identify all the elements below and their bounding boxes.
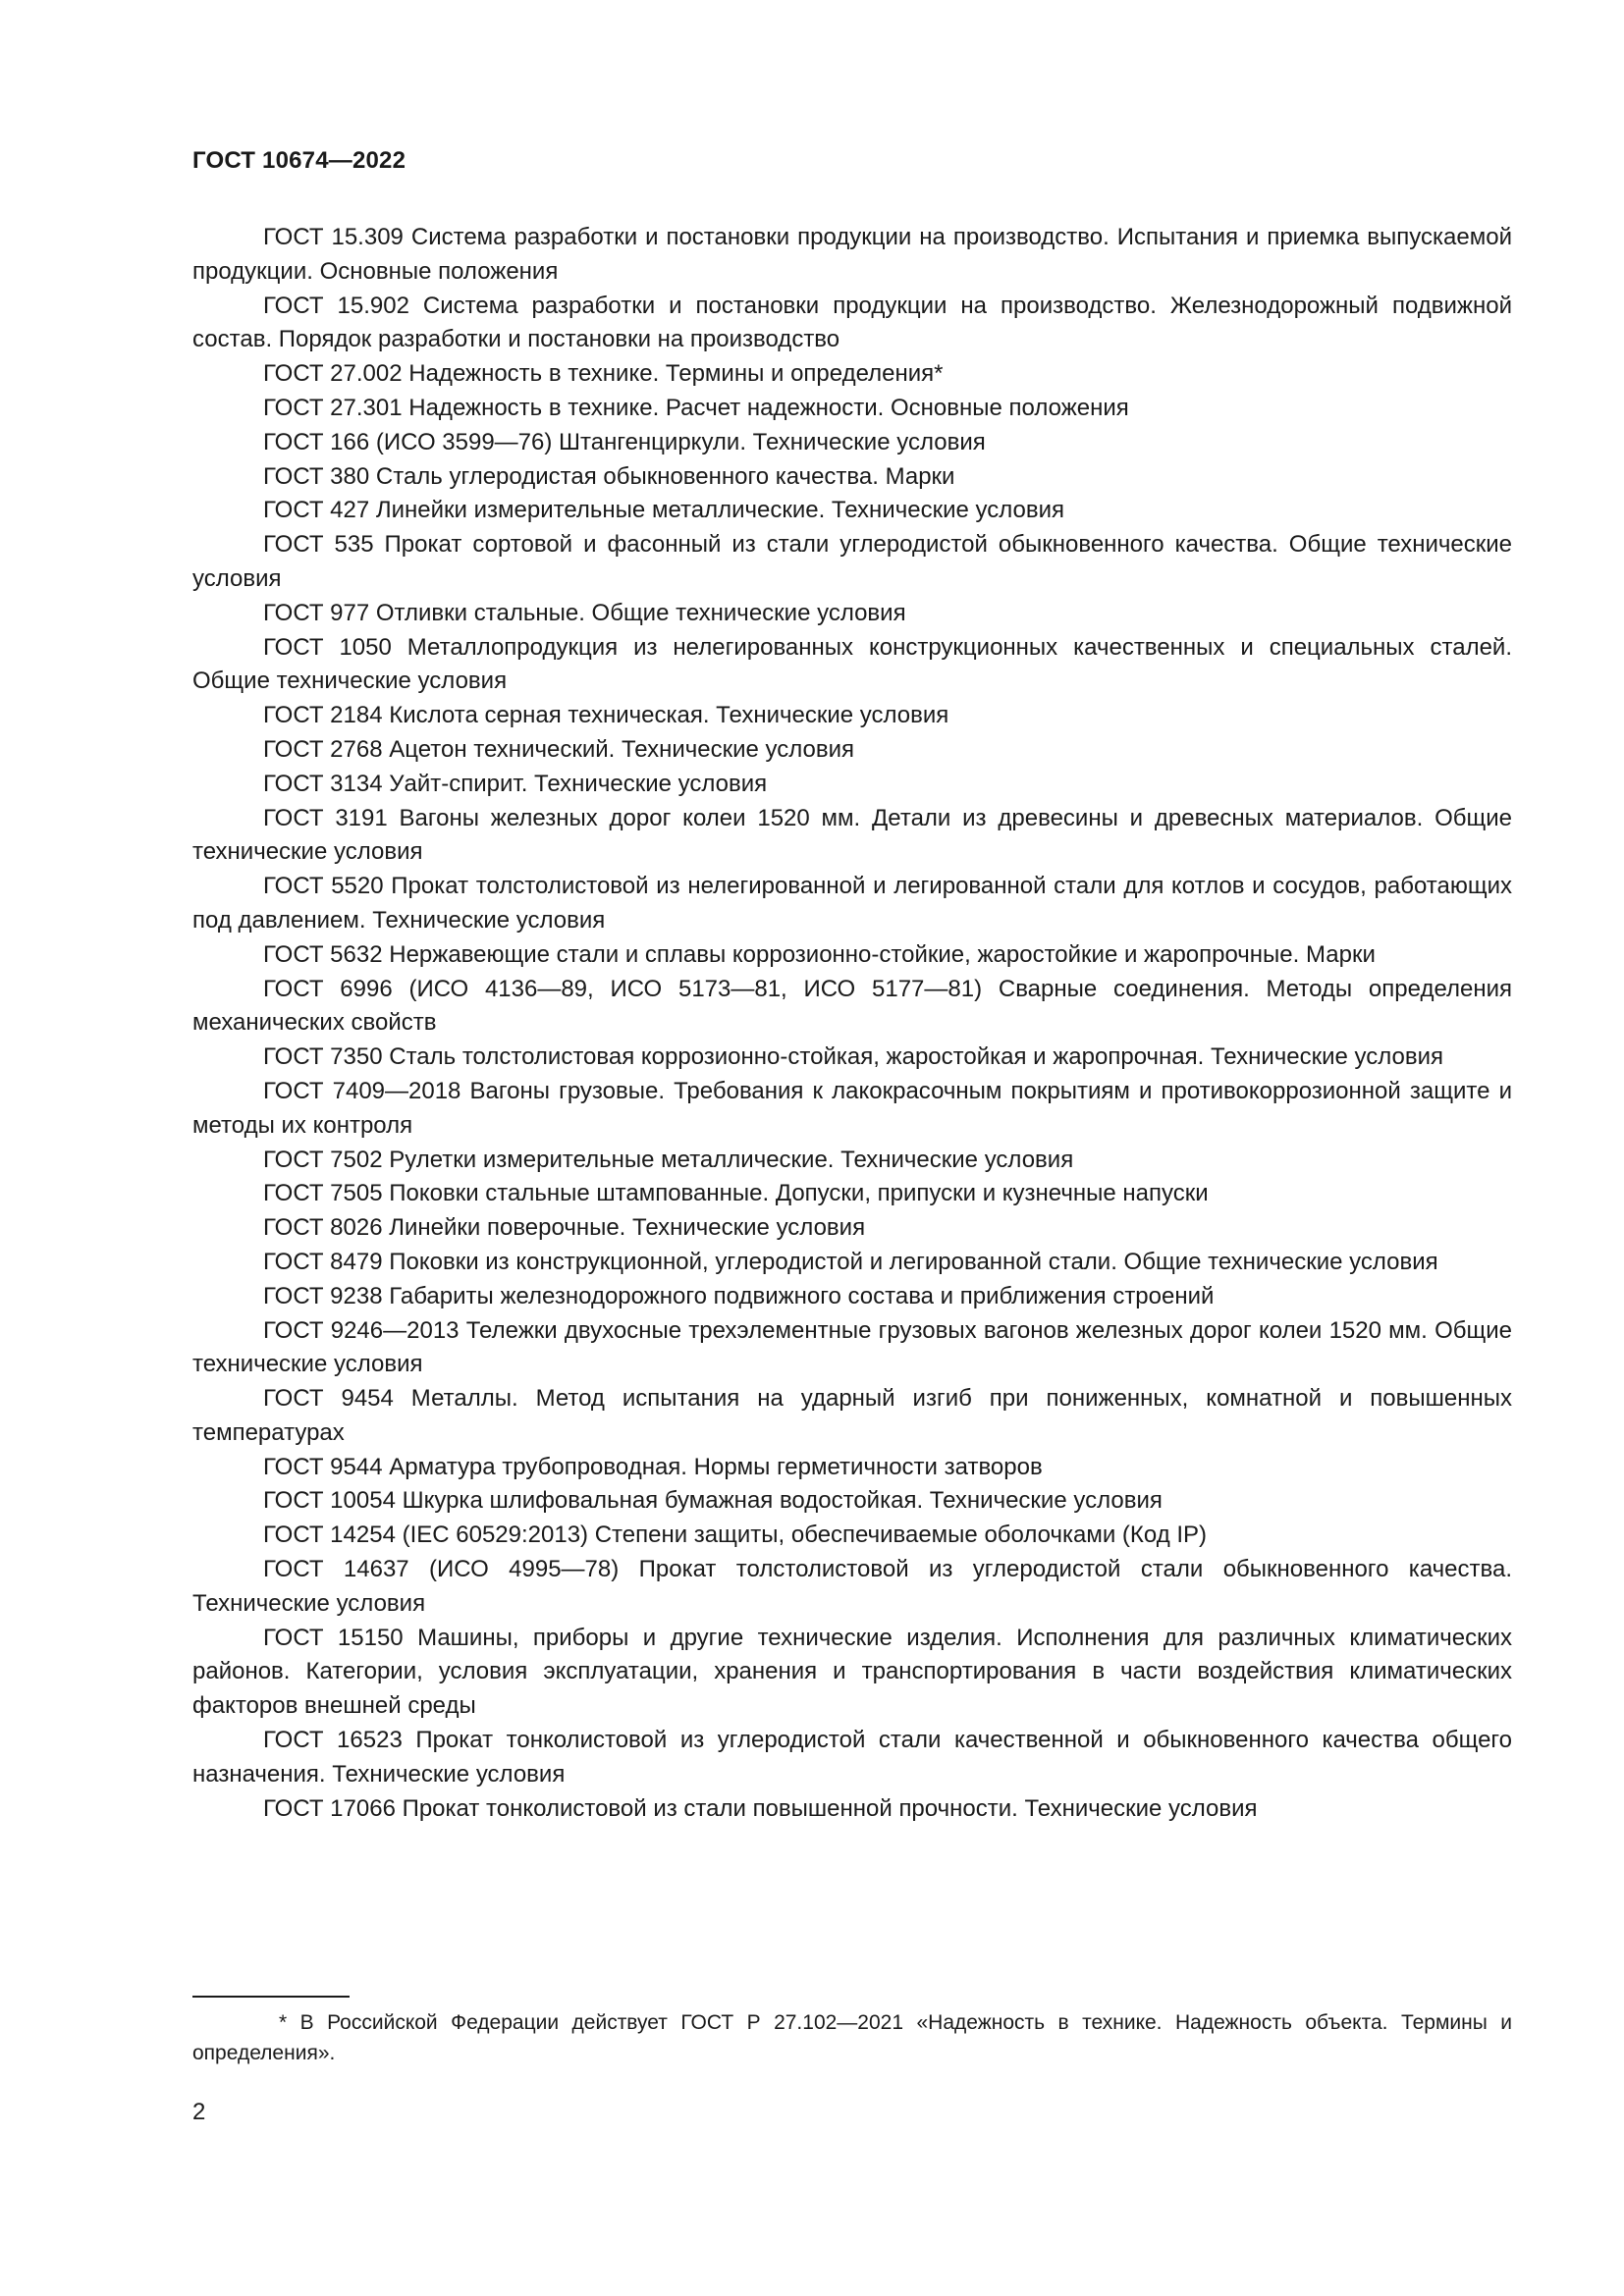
footnote: * В Российской Федерации действует ГОСТ Р 27.102—2021 «Надежность в технике. Надежность объекта. Термины и определения». bbox=[192, 2011, 1512, 2064]
reference-item: ГОСТ 2184 Кислота серная техническая. Технические условия bbox=[263, 702, 949, 729]
reference-item: ГОСТ 9246—2013 Тележки двухосные трехэлементные грузовых вагонов железных дорог колеи 1520 мм. Общие технические условия bbox=[192, 1316, 1512, 1378]
reference-item: ГОСТ 166 (ИСО 3599—76) Штангенциркули. Технические условия bbox=[263, 428, 986, 455]
reference-item: ГОСТ 14637 (ИСО 4995—78) Прокат толстолистовой из углеродистой стали обыкновенного качества. Технические условия bbox=[192, 1556, 1512, 1617]
reference-item: ГОСТ 1050 Металлопродукция из нелегированных конструкционных качественных и специальных сталей. Общие технические условия bbox=[192, 633, 1512, 695]
reference-item: ГОСТ 7505 Поковки стальные штампованные. Допуски, припуски и кузнечные напуски bbox=[263, 1180, 1209, 1207]
reference-item: ГОСТ 5632 Нержавеющие стали и сплавы коррозионно-стойкие, жаростойкие и жаропрочные. Марки bbox=[263, 940, 1376, 968]
reference-item: ГОСТ 9238 Габариты железнодорожного подвижного состава и приближения строений bbox=[263, 1282, 1215, 1309]
reference-item: ГОСТ 9544 Арматура трубопроводная. Нормы герметичности затворов bbox=[263, 1453, 1043, 1480]
reference-item: ГОСТ 7502 Рулетки измерительные металлические. Технические условия bbox=[263, 1146, 1074, 1173]
reference-item: ГОСТ 7350 Сталь толстолистовая коррозионно-стойкая, жаростойкая и жаропрочная. Технические условия bbox=[263, 1043, 1444, 1071]
reference-item: ГОСТ 15.902 Система разработки и постановки продукции на производство. Железнодорожный подвижной состав. Порядок разработки и постановки на производство bbox=[192, 292, 1512, 353]
reference-item: ГОСТ 535 Прокат сортовой и фасонный из стали углеродистой обыкновенного качества. Общие технические условия bbox=[192, 531, 1512, 592]
reference-item: ГОСТ 27.301 Надежность в технике. Расчет надежности. Основные положения bbox=[263, 394, 1129, 421]
reference-item: ГОСТ 6996 (ИСО 4136—89, ИСО 5173—81, ИСО 5177—81) Сварные соединения. Методы определения механических свойств bbox=[192, 975, 1512, 1037]
reference-item: ГОСТ 14254 (IEC 60529:2013) Степени защиты, обеспечиваемые оболочками (Код IP) bbox=[263, 1522, 1208, 1549]
reference-item: ГОСТ 10054 Шкурка шлифовальная бумажная водостойкая. Технические условия bbox=[263, 1487, 1163, 1515]
reference-item: ГОСТ 8479 Поковки из конструкционной, углеродистой и легированной стали. Общие технические условия bbox=[263, 1248, 1438, 1275]
reference-item: ГОСТ 427 Линейки измерительные металлические. Технические условия bbox=[263, 497, 1064, 524]
reference-item: ГОСТ 27.002 Надежность в технике. Термины и определения* bbox=[263, 360, 944, 388]
reference-item: ГОСТ 9454 Металлы. Метод испытания на ударный изгиб при пониженных, комнатной и повышенных температурах bbox=[192, 1385, 1512, 1446]
reference-item: ГОСТ 15150 Машины, приборы и другие технические изделия. Исполнения для различных климатических районов. Категории, условия эксплуатации, хранения и транспортирования в части воздействия климатических факторов внешней среды bbox=[192, 1624, 1512, 1720]
footnote-separator bbox=[192, 1996, 350, 1998]
reference-item: ГОСТ 16523 Прокат тонколистовой из углеродистой стали качественной и обыкновенного качества общего назначения. Технические условия bbox=[192, 1727, 1512, 1788]
reference-item: ГОСТ 3134 Уайт-спирит. Технические условия bbox=[263, 770, 768, 797]
reference-item: ГОСТ 17066 Прокат тонколистовой из стали повышенной прочности. Технические условия bbox=[263, 1794, 1258, 1822]
reference-item: ГОСТ 5520 Прокат толстолистовой из нелегированной и легированной стали для котлов и сосудов, работающих под давлением. Технические условия bbox=[192, 873, 1512, 934]
reference-item: ГОСТ 7409—2018 Вагоны грузовые. Требования к лакокрасочным покрытиям и противокоррозионной защите и методы их контроля bbox=[192, 1077, 1512, 1139]
document-code-header: ГОСТ 10674—2022 bbox=[192, 147, 406, 174]
reference-item: ГОСТ 15.309 Система разработки и постановки продукции на производство. Испытания и приемка выпускаемой продукции. Основные положения bbox=[192, 224, 1512, 285]
reference-item: ГОСТ 2768 Ацетон технический. Технические условия bbox=[263, 735, 855, 763]
normative-references-list bbox=[192, 221, 1512, 1826]
page-number: 2 bbox=[192, 2099, 206, 2125]
reference-item: ГОСТ 8026 Линейки поверочные. Технические условия bbox=[263, 1214, 866, 1242]
reference-item: ГОСТ 3191 Вагоны железных дорог колеи 1520 мм. Детали из древесины и древесных материалов. Общие технические условия bbox=[192, 804, 1512, 866]
reference-item: ГОСТ 380 Сталь углеродистая обыкновенного качества. Марки bbox=[263, 462, 955, 490]
reference-item: ГОСТ 977 Отливки стальные. Общие технические условия bbox=[263, 599, 906, 626]
